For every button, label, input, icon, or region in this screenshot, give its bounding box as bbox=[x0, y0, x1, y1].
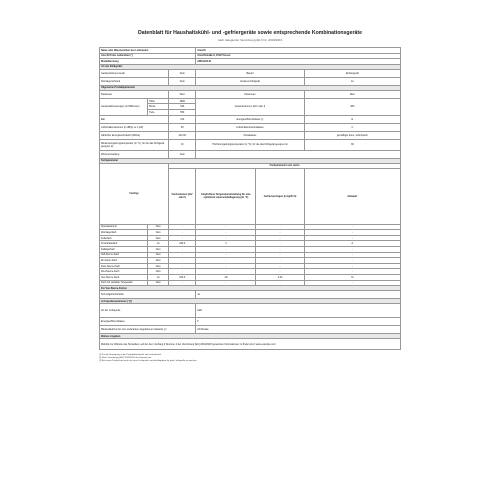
compartment-name: Zwei-Sterne-Fach bbox=[100, 263, 148, 269]
footnote: (³) Bei einem Produkt mit mehr als einer Lichtquelle sind die Angaben für jede Lichtquelle zu machen. bbox=[99, 360, 198, 363]
page-title: Datenblatt für Haushaltskühl- und -gefriergeräte sowie entsprechende Kombinationsgeräte bbox=[138, 30, 362, 36]
compartment-cap: - bbox=[256, 241, 304, 247]
compartment-cap: - bbox=[256, 280, 304, 286]
compartment-name: Drei-Sterne-Fach bbox=[100, 269, 148, 275]
compartment-temp: - bbox=[196, 246, 256, 252]
compartment-vol: - bbox=[169, 258, 196, 264]
eei-row: EEI 100 Energieeffizienzklasse (¹) E bbox=[100, 115, 401, 123]
compartments-body bbox=[100, 224, 401, 286]
compartment-name: Frischhaltefach bbox=[100, 241, 148, 247]
compartment-def: - bbox=[304, 258, 400, 264]
section-four-star: Für Vier-Sterne-Fächer bbox=[100, 286, 401, 291]
dims-height-row: Gesamtabmessungen (in Millimeter) Höhe 1800 Gesamtvolumen (dm³ oder l) 280 bbox=[100, 98, 401, 104]
compartment-def: M bbox=[304, 274, 400, 280]
compartment-name: Null-Sterne-Fach bbox=[100, 252, 148, 258]
dims-depth-row: Tiefe 550 bbox=[100, 109, 401, 115]
compartment-present: Nein bbox=[148, 235, 169, 241]
compartment-present: Nein bbox=[148, 258, 169, 264]
winter-row: Wintereinstellung Nein bbox=[100, 150, 401, 158]
section-compartments: Fachparameter bbox=[100, 158, 401, 163]
compartment-present: Nein bbox=[148, 263, 169, 269]
compartment-vol: 100.0 bbox=[169, 274, 196, 280]
fast-freeze-row: Schnellgefrierfunktion Ja bbox=[100, 291, 401, 299]
compartment-temp: 4 bbox=[196, 241, 256, 247]
compartments-col-headers: Fachvolumen (dm³ oder l) Empfohlene Temperatureinstellung für eine optimierte Lebensmittellagerung (in °C) Gefriervermögen (in kg/24 h) Abtauart bbox=[100, 168, 401, 224]
compartment-cap: - bbox=[256, 269, 304, 275]
compartment-name: Kellerfach bbox=[100, 235, 148, 241]
compartment-present: Nein bbox=[148, 224, 169, 230]
device-type-row-1: Geräuscharmes Gerät Nein Bauart Einbaugerät bbox=[100, 69, 401, 77]
compartment-vol: - bbox=[169, 224, 196, 230]
compartment-vol: 180.0 bbox=[169, 241, 196, 247]
compartment-temp: - bbox=[196, 280, 256, 286]
noise-row: Luftschallemissionen (in dB(A) re 1 pW) 38 Luftschallemissionsklasse C bbox=[100, 123, 401, 131]
compartment-temp: - bbox=[196, 258, 256, 264]
compartment-def: - bbox=[304, 224, 400, 230]
compartment-temp: - bbox=[196, 263, 256, 269]
section-light: Lichtquellenparameter (¹)(²) bbox=[100, 299, 401, 304]
compartment-temp: - bbox=[196, 235, 256, 241]
dims-width-row: Breite 540 bbox=[100, 104, 401, 110]
compartment-vol: - bbox=[169, 263, 196, 269]
warranty-row: Mindestlaufzeit der vom Lieferanten angebotenen Garantie (¹) 24 Monate bbox=[100, 326, 401, 334]
supplier-row: Name oder Warenzeichen des Lieferanten Amstift bbox=[100, 48, 401, 54]
compartment-present: Nein bbox=[148, 269, 169, 275]
energy-row: Jährlicher Energieverbrauch (kWh/a) 210.00 Klimaklasse gemäßigte Zone, subtropisch bbox=[100, 131, 401, 139]
compartment-temp: - bbox=[196, 230, 256, 236]
compartment-present: Ja bbox=[148, 274, 169, 280]
compartment-def: - bbox=[304, 280, 400, 286]
footnote: (²) Nach Verordnung (EU) 2019/2015 der Kommission. bbox=[99, 357, 152, 360]
temperature-row: Mindestumgebungstemperatur (in °C), für die das Kühlgerät geeignet ist 10 Höchstumgebungstemperatur (in °C), für die das Kühlgerät geeignet ist 38 bbox=[100, 139, 401, 150]
compartment-name: Kaltlagerfach bbox=[100, 246, 148, 252]
compartment-present: Ja bbox=[148, 241, 169, 247]
compartment-def: - bbox=[304, 269, 400, 275]
compartment-name: Weinlagerfach bbox=[100, 230, 148, 236]
compartment-vol: - bbox=[169, 235, 196, 241]
compartment-vol: - bbox=[169, 269, 196, 275]
compartment-present: Nein bbox=[148, 280, 169, 286]
compartment-name: Ein-Stern-Fach bbox=[100, 258, 148, 264]
compartment-name: Vier-Sterne-Fach bbox=[100, 274, 148, 280]
compartment-temp: - bbox=[196, 269, 256, 275]
light-type-row: Art der Lichtquelle LED bbox=[100, 304, 401, 318]
compartment-cap: - bbox=[256, 258, 304, 264]
section-general: Allgemeine Produktparameter bbox=[100, 85, 401, 90]
compartment-cap: 4.00 bbox=[256, 274, 304, 280]
compartment-def: - bbox=[304, 230, 400, 236]
footnote: (¹) Für die Eintragung in der Produktdatenbank nicht erforderlich. bbox=[99, 354, 162, 357]
compartment-temp: - bbox=[196, 224, 256, 230]
model-id-row: Modellkennung AMS1234-01 bbox=[100, 59, 401, 65]
compartment-def: - bbox=[304, 235, 400, 241]
compartment-temp: - bbox=[196, 252, 256, 258]
compartment-vol: - bbox=[169, 280, 196, 286]
compartment-def: - bbox=[304, 252, 400, 258]
section-device-type: Art des Kühlgeräts bbox=[100, 64, 401, 69]
compartment-cap: - bbox=[256, 235, 304, 241]
compartment-def: A bbox=[304, 241, 400, 247]
compartment-cap: - bbox=[256, 263, 304, 269]
compartment-present: Nein bbox=[148, 246, 169, 252]
compartment-cap: - bbox=[256, 230, 304, 236]
compartment-cap: - bbox=[256, 252, 304, 258]
compartment-cap: - bbox=[256, 224, 304, 230]
address-row: Anschrift des Lieferanten (¹) Amstiftstraße 8, 45127 Essen bbox=[100, 53, 401, 59]
compartment-vol: - bbox=[169, 246, 196, 252]
page-subtitle: nach delegierter Verordnung (EU) Nr. 2019/2016 bbox=[217, 38, 283, 42]
compartment-vol: - bbox=[169, 230, 196, 236]
datasheet-table bbox=[99, 47, 401, 350]
compartment-name: Speisekammer bbox=[100, 224, 148, 230]
compartment-name: Fach mit variabler Temperatur bbox=[100, 280, 148, 286]
compartment-def: - bbox=[304, 263, 400, 269]
compartment-present: Nein bbox=[148, 252, 169, 258]
device-type-row-2: Weinlagerschrank Nein Anderes Kühlgerät Ja bbox=[100, 77, 401, 85]
general-header-row: Parameter Wert Parameter Wert bbox=[100, 90, 401, 98]
section-additional: Weitere Angaben bbox=[100, 334, 401, 339]
compartment-temp: -18 bbox=[196, 274, 256, 280]
additional-text-row: Weblink zur Website des Herstellers, auf der die in Anhang II Nummer 4 der Verordnung (EU) 2019/2023 genannten Informationen zu finden sind: www.example.com bbox=[100, 339, 401, 350]
compartment-cap: - bbox=[256, 246, 304, 252]
compartments-group-header: Fachtyp Fachparameter und -werte bbox=[100, 163, 401, 168]
datasheet-page bbox=[99, 30, 401, 363]
compartment-def: - bbox=[304, 246, 400, 252]
footnotes bbox=[99, 354, 401, 363]
compartment-vol: - bbox=[169, 252, 196, 258]
light-class-row: Energieeffizienzklasse F bbox=[100, 318, 401, 326]
compartment-present: Nein bbox=[148, 230, 169, 236]
